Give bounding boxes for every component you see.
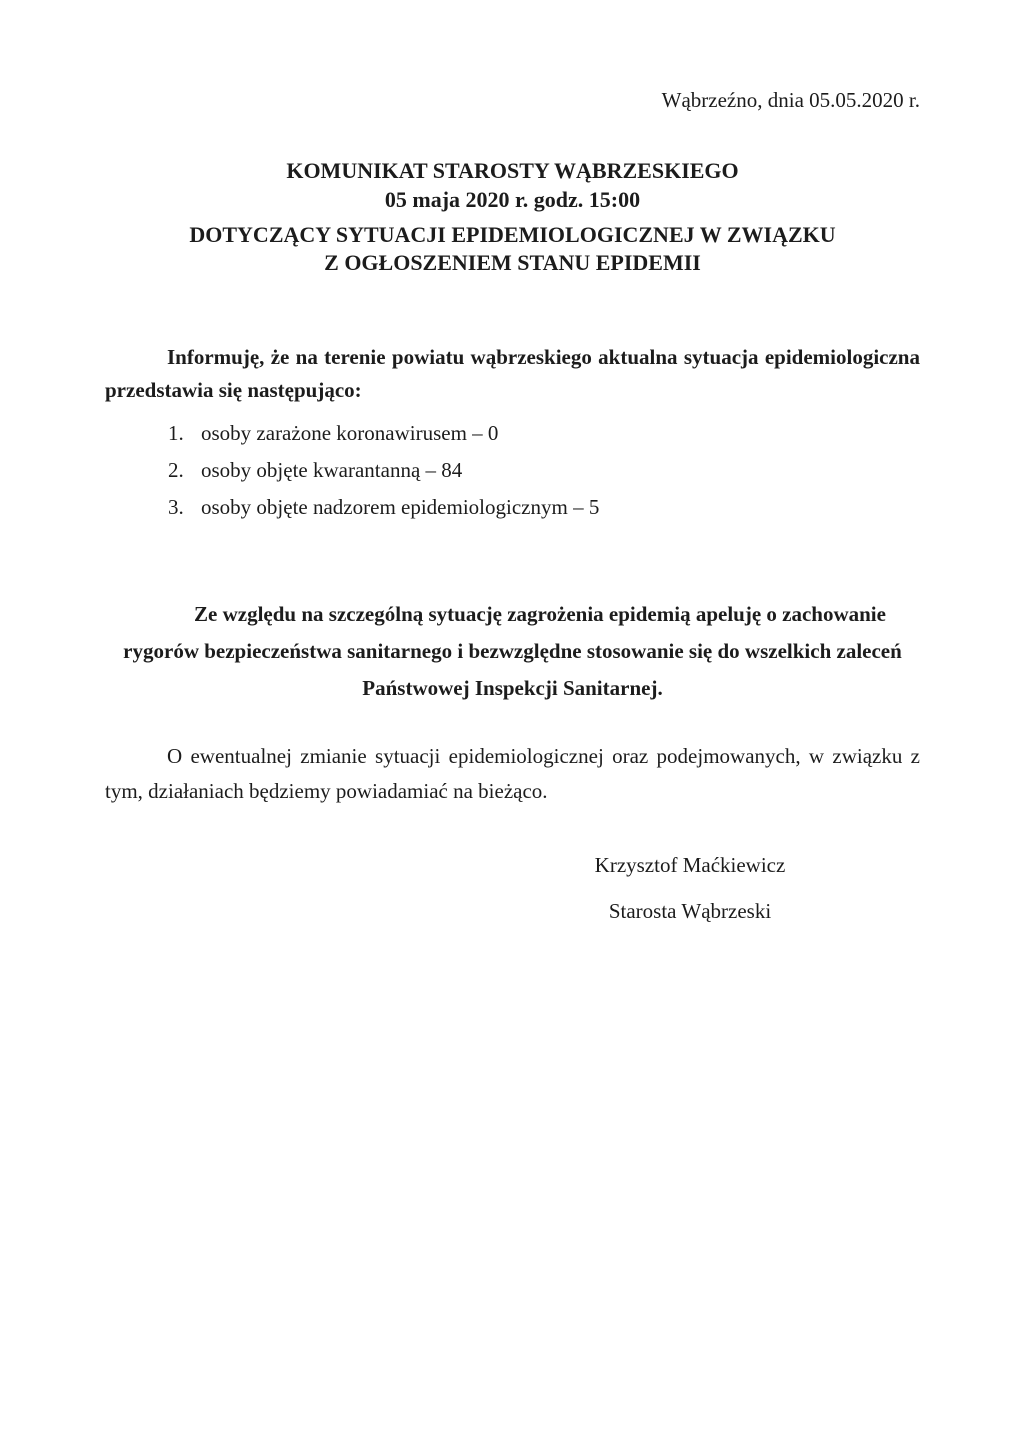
list-item-number: 3.	[168, 495, 184, 519]
communique-subject-block	[105, 221, 920, 277]
communique-datetime: 05 maja 2020 r. godz. 15:00	[384, 187, 641, 212]
list-item-text: osoby zarażone koronawirusem – 0	[201, 421, 499, 445]
communique-subject-line2: Z OGŁOSZENIEM STANU EPIDEMII	[324, 250, 701, 275]
statistics-list	[105, 415, 920, 526]
list-item-text: osoby objęte kwarantanną – 84	[201, 458, 463, 482]
list-item	[105, 489, 920, 526]
signature-title: Starosta Wąbrzeski	[608, 899, 772, 923]
list-item-text: osoby objęte nadzorem epidemiologicznym – 5	[201, 495, 600, 519]
communique-subject-line1: DOTYCZĄCY SYTUACJI EPIDEMIOLOGICZNEJ W ZWIĄZKU	[189, 222, 836, 247]
list-item-number: 2.	[168, 458, 184, 482]
date-line: Wąbrzeźno, dnia 05.05.2020 r.	[661, 88, 920, 112]
intro-paragraph: Informuję, że na terenie powiatu wąbrzeskiego aktualna sytuacja epidemiologiczna przedstawia się następująco:	[105, 345, 920, 402]
signature-block	[460, 853, 920, 924]
communique-title: KOMUNIKAT STAROSTY WĄBRZESKIEGO	[286, 158, 739, 183]
closing-paragraph: O ewentualnej zmianie sytuacji epidemiologicznej oraz podejmowanych, w związku z tym, działaniach będziemy powiadamiać na bieżąco.	[105, 744, 920, 803]
appeal-paragraph: Ze względu na szczególną sytuację zagrożenia epidemią apeluję o zachowanie rygorów bezpieczeństwa sanitarnego i bezwzględne stosowanie się do wszelkich zaleceń Państwowej Inspekcji Sanitarnej.	[123, 602, 902, 700]
list-item	[105, 452, 920, 489]
signature-name: Krzysztof Maćkiewicz	[594, 853, 786, 877]
list-item	[105, 415, 920, 452]
list-item-number: 1.	[168, 421, 184, 445]
communique-title-block	[105, 156, 920, 214]
